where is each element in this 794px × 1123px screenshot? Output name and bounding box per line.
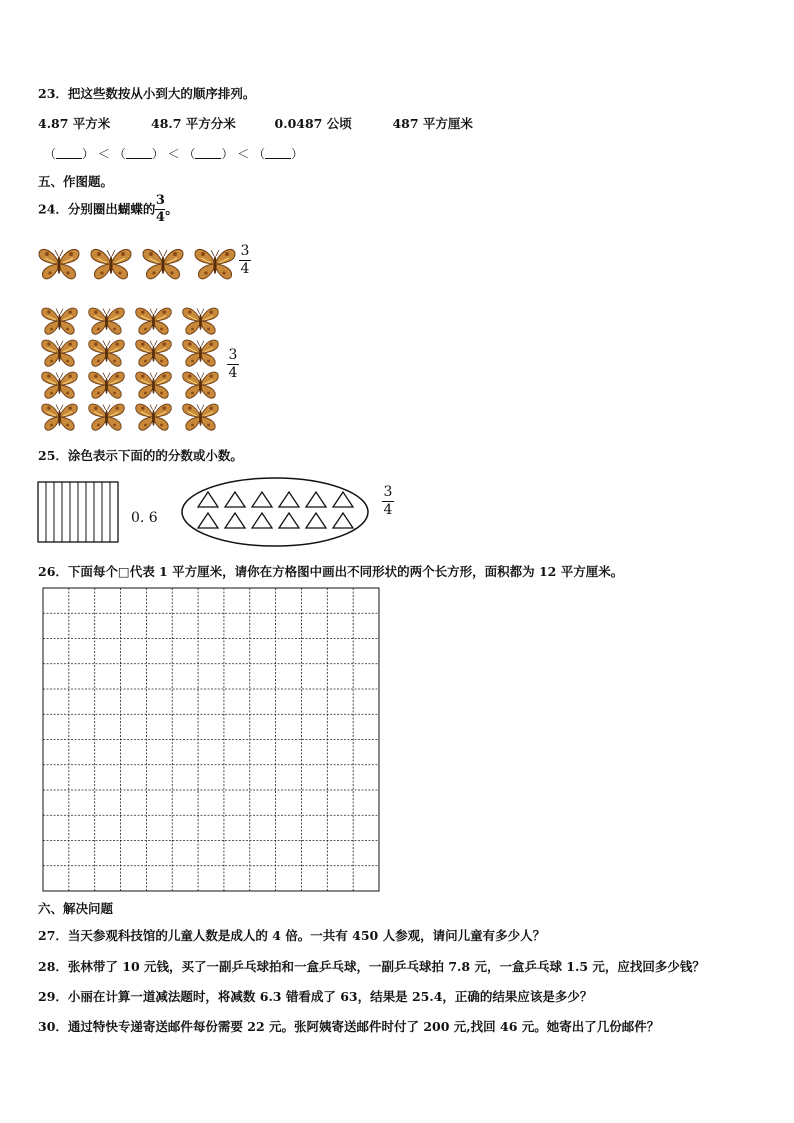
answer-blank-2[interactable] (126, 146, 152, 159)
butterfly-icon[interactable] (133, 401, 174, 433)
butterfly-icon[interactable] (39, 401, 80, 433)
butterfly-icon[interactable] (86, 369, 127, 401)
q23-order-row: （ ） ＜ （ ） ＜ （ ） ＜ （ ） (44, 147, 304, 161)
butterfly-icon[interactable] (86, 337, 127, 369)
q23-item-3: 0.0487 公顷 (274, 116, 352, 131)
answer-blank-3[interactable] (195, 146, 221, 159)
q24-row-fraction: $\frac{3}{4}$ (240, 243, 250, 278)
q23-items (38, 116, 473, 131)
q30-text: 30．通过特快专递寄送邮件每份需要 22 元。张阿姨寄送邮件时付了 200 元,找回 46 元。她寄出了几份邮件？ (38, 1019, 660, 1034)
butterfly-icon[interactable] (141, 246, 185, 282)
section-5-heading: 五、作图题。 (38, 174, 114, 189)
butterfly-icon[interactable] (180, 305, 221, 337)
triangle-oval[interactable] (180, 476, 370, 548)
q23-item-2: 48.7 平方分米 (151, 116, 236, 131)
butterfly-icon[interactable] (193, 246, 237, 282)
butterfly-icon[interactable] (89, 246, 133, 282)
q25-title: 25．涂色表示下面的的分数或小数。 (38, 448, 243, 463)
square-grid[interactable] (42, 587, 382, 893)
butterfly-icon[interactable] (180, 369, 221, 401)
q25-decimal: 0. 6 (131, 510, 158, 526)
butterfly-icon[interactable] (86, 401, 127, 433)
q25-fraction: $\frac{3}{4}$ (383, 484, 393, 519)
q28-text: 28．张林带了 10 元钱，买了一副乒乓球拍和一盒乒乓球，一副乒乓球拍 7.8 元，一盒乒乓球 1.5 元，应找回多少钱？ (38, 959, 705, 974)
q26-title: 26．下面每个□代表 1 平方厘米，请你在方格图中画出不同形状的两个长方形，面积都为 12 平方厘米。 (38, 564, 624, 579)
butterfly-icon[interactable] (86, 305, 127, 337)
q23-item-1: 4.87 平方米 (38, 116, 111, 131)
answer-blank-4[interactable] (265, 146, 291, 159)
butterfly-icon[interactable] (133, 305, 174, 337)
q29-text: 29．小丽在计算一道减法题时，将减数 6.3 错看成了 63，结果是 25.4，正确的结果应该是多少？ (38, 989, 593, 1004)
section-6-heading: 六、解决问题 (38, 901, 114, 916)
butterfly-icon[interactable] (133, 337, 174, 369)
q24-title-fraction: $\frac{3}{4}$ (155, 193, 165, 226)
q23-item-4: 487 平方厘米 (392, 116, 473, 131)
q27-text: 27．当天参观科技馆的儿童人数是成人的 4 倍。一共有 450 人参观，请问儿童有多少人？ (38, 928, 546, 943)
butterfly-icon[interactable] (37, 246, 81, 282)
q23-title: 23．把这些数按从小到大的顺序排列。 (38, 86, 256, 101)
butterfly-icon[interactable] (39, 305, 80, 337)
answer-blank-1[interactable] (56, 146, 82, 159)
butterfly-icon[interactable] (39, 369, 80, 401)
butterfly-icon[interactable] (133, 369, 174, 401)
q24-grid-fraction: $\frac{3}{4}$ (228, 347, 238, 382)
butterfly-icon[interactable] (180, 401, 221, 433)
q24-title: 24．分别圈出蝴蝶的 $\frac{3}{4}$ 。 (38, 193, 178, 226)
butterfly-icon[interactable] (180, 337, 221, 369)
butterfly-icon[interactable] (39, 337, 80, 369)
striped-rectangle[interactable] (37, 481, 119, 543)
